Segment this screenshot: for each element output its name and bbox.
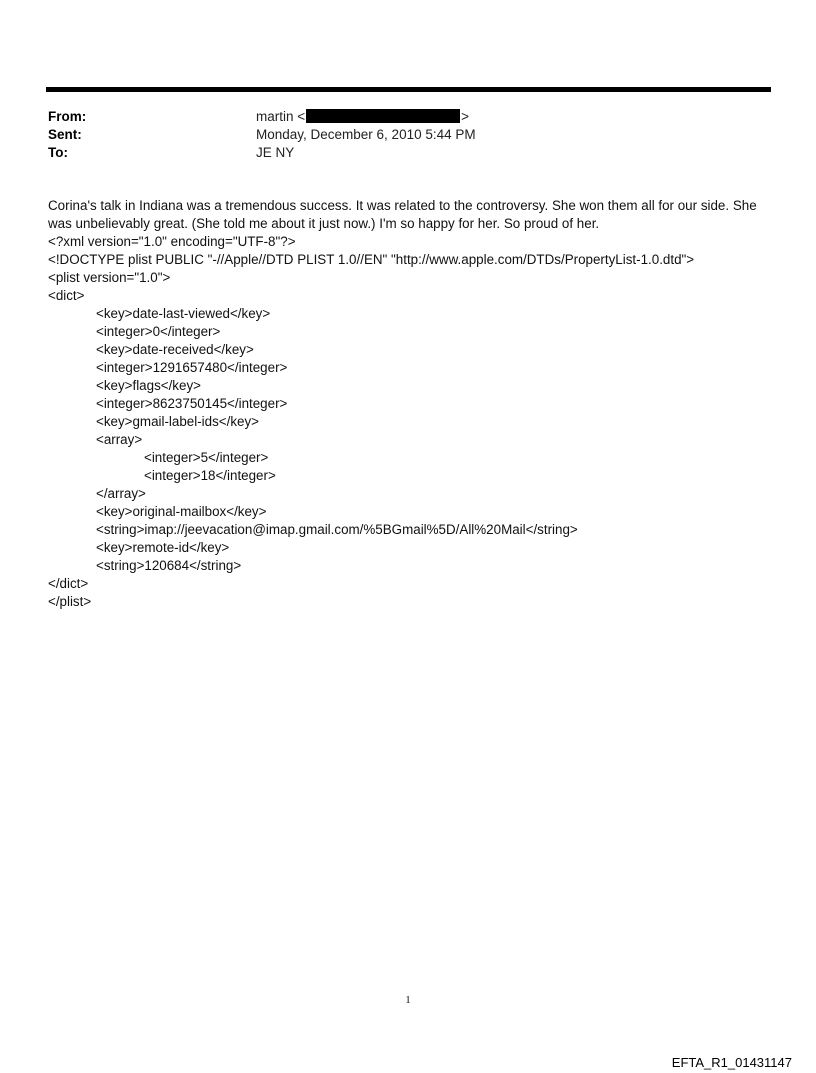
xml-line: <integer>8623750145</integer>	[96, 396, 288, 411]
xml-line: <integer>0</integer>	[96, 324, 221, 339]
redaction-block	[306, 109, 460, 123]
xml-line: <key>flags</key>	[96, 378, 201, 393]
xml-line: <string>120684</string>	[96, 558, 242, 573]
from-value	[256, 108, 469, 126]
xml-line: <key>gmail-label-ids</key>	[96, 414, 260, 429]
xml-line: <key>date-last-viewed</key>	[96, 306, 271, 321]
xml-line: <array>	[96, 432, 143, 447]
from-suffix: >	[461, 109, 470, 124]
sent-row	[48, 126, 768, 144]
xml-line: <string>imap://jeevacation@imap.gmail.com/%5BGmail%5D/All%20Mail</string>	[96, 522, 578, 537]
from-label: From:	[48, 109, 87, 124]
from-row	[48, 108, 768, 126]
xml-line: <integer>18</integer>	[144, 468, 276, 483]
xml-line: <integer>5</integer>	[144, 450, 269, 465]
from-name: martin <	[256, 109, 306, 124]
xml-line: </plist>	[48, 594, 92, 609]
sent-value: Monday, December 6, 2010 5:44 PM	[256, 127, 476, 142]
xml-line: </dict>	[48, 576, 89, 591]
to-value: JE NY	[256, 145, 295, 160]
xml-line: <integer>1291657480</integer>	[96, 360, 288, 375]
to-label: To:	[48, 145, 68, 160]
xml-line: <dict>	[48, 288, 85, 303]
document-id: EFTA_R1_01431147	[671, 1055, 792, 1070]
xml-line: </array>	[96, 486, 146, 501]
xml-line: <key>remote-id</key>	[96, 540, 230, 555]
page-number: 1	[405, 994, 411, 1006]
xml-line: <?xml version="1.0" encoding="UTF-8"?>	[48, 234, 296, 249]
xml-line: <!DOCTYPE plist PUBLIC "-//Apple//DTD PLIST 1.0//EN" "http://www.apple.com/DTDs/PropertyList-1.0.dtd">	[48, 252, 695, 267]
message-paragraph: Corina's talk in Indiana was a tremendous success. It was related to the controversy. She won them all for our side. She was unbelievably great. (She told me about it just now.) I'm so happy for her. So proud of her.	[48, 198, 757, 231]
email-header	[48, 108, 768, 162]
xml-line: <key>original-mailbox</key>	[96, 504, 267, 519]
to-row	[48, 144, 768, 162]
header-rule	[46, 87, 771, 92]
message-body	[48, 197, 770, 611]
xml-line: <key>date-received</key>	[96, 342, 254, 357]
sent-label: Sent:	[48, 127, 82, 142]
xml-line: <plist version="1.0">	[48, 270, 171, 285]
